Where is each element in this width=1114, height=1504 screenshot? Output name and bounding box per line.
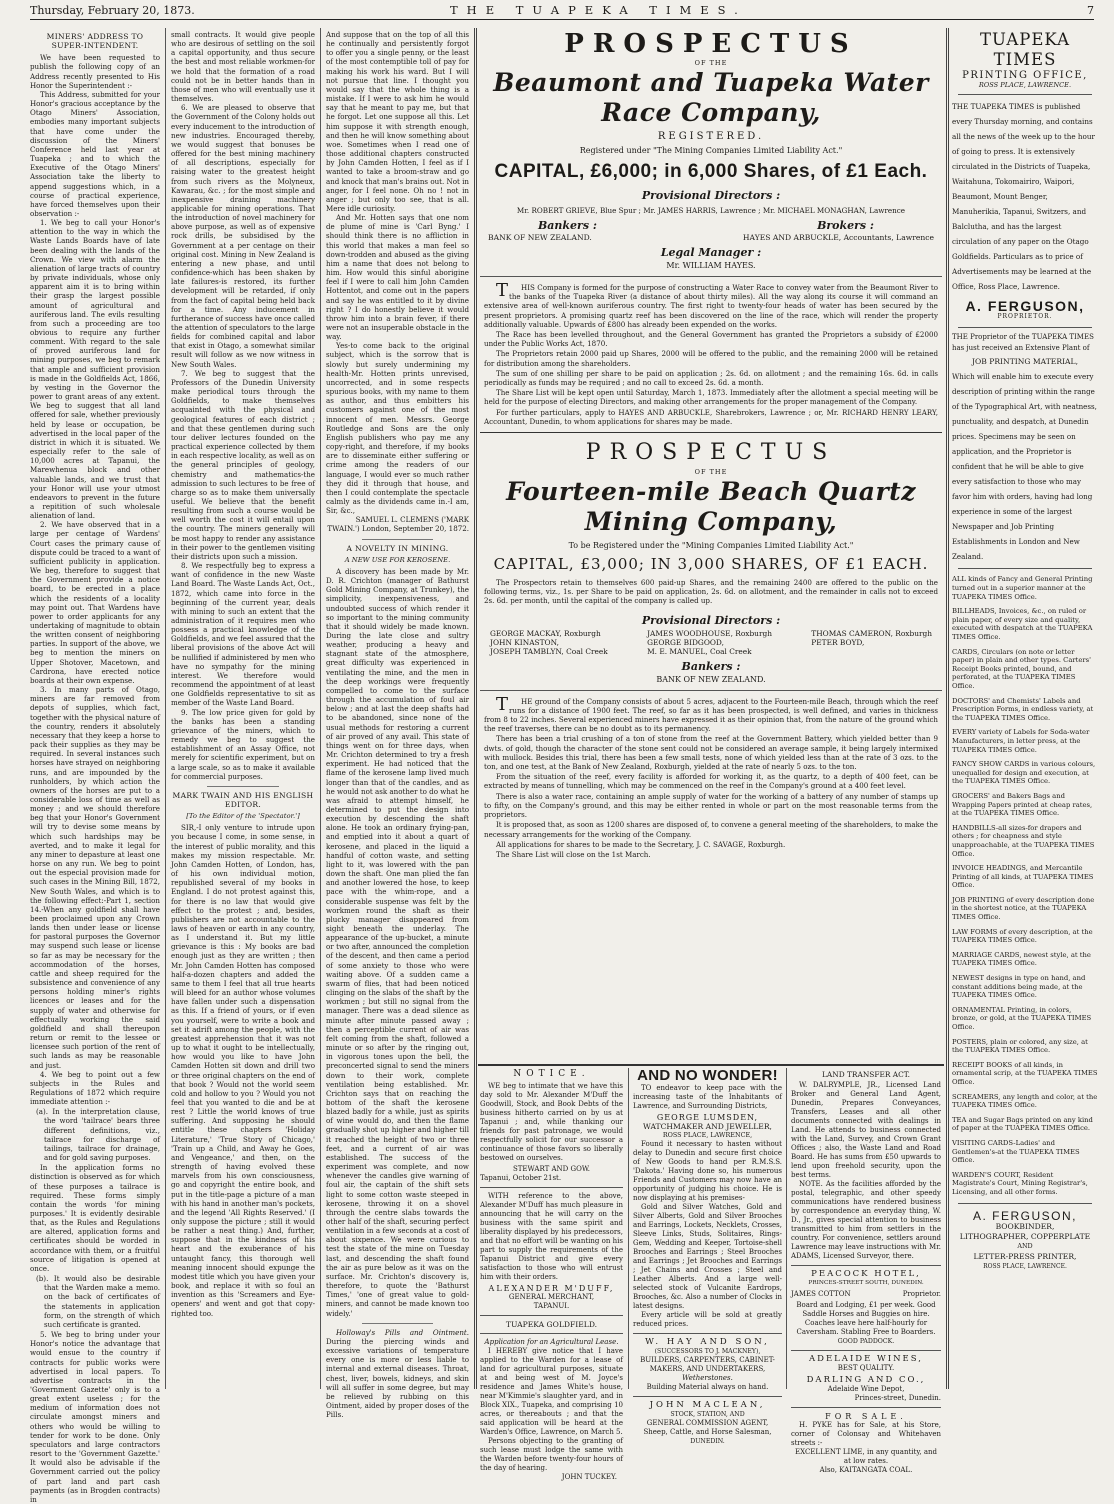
printing-title: TUAPEKA TIMES	[979, 30, 1071, 69]
service-item: EVERY variety of Labels for Soda-water Manufacturers, in letter press, at the TUAPEKA TIMES Office.	[952, 728, 1090, 754]
paragraph: 7. We beg to suggest that the Professors of the Dunedin University make periodical tours through the Goldfields, to make themselves acquainted with the physical and geological features of each district ; and that these gentlemen during such tour deliver lectures founded on the practical experience collected by them in each respective locality, as well as on the general principles of geology, chemistry and mathematics-the admission to such lectures to be free of charge so as to make them universally useful. We believe that the benefit resulting from such a course would be well worth the cost it will entail upon the country. The miners generally will be most happy to render any assistance in their power to the gentlemen visiting their districts upon such a mission.	[171, 368, 315, 561]
paragraph: Which will enable him to execute every description of printing within the range of the Typographical Art, with neatness, punctuality, and despatch, at Dunedin prices. Specimens may be seen on application, and the Proprietor is confident that he will be able to give every satisfaction to those who may favor him with orders, having had long experience in some of the largest Newspaper and Job Printing Establishments in London and New Zealand.	[952, 372, 1097, 562]
paragraph: WITH reference to the above, Alexander M'Duff has much pleasure in announcing that he will carry on the business with the same spirit and liberality displayed by his predecessors, and that no effort will be wanting on his part to supply the requirements of the Tapanui District and give every satisfaction to those who will entrust him with their orders.	[480, 1192, 623, 1281]
brokers-label: Brokers :	[817, 219, 874, 232]
holloway-text: During the piercing winds and excessive variations of temperature every one is more or less liable to internal and external diseases. Throat, chest, liver, bowels, kidneys, and skin will all suffer in some degree, but may be relieved by rubbing on this Ointment, aided by proper doses of the Pills.	[326, 1336, 469, 1420]
paragraph: We have been requested to publish the following copy of an Address recently presented to His Honor the Superintendent :-	[30, 53, 160, 90]
section-heading: TUAPEKA GOLDFIELD.	[505, 1320, 598, 1329]
paragraph: 8. We respectfully beg to express a want of confidence in the new Waste Land Board. The Waste Lands Act, Oct., 1872, which came into force in the beginning of the current year, deals with mining to such an extent that the administration of it requires men who possess a practical knowledge of the Goldfields, and we feel assured that the liberal provisions of the above Act will be nullified if administered by men who have no sympathy for the mining interest. We therefore would recommend the appointment of at least one Goldfields representative to sit as member of the Waste Land Board.	[171, 561, 315, 708]
article-heading: A NOVELTY IN MINING.	[346, 543, 449, 553]
directors-col	[647, 629, 772, 656]
prospectus-title: PROSPECTUS	[564, 29, 858, 59]
service-item: CARDS, Circulars (on note or letter paper) in plain and other types. Carters' Receipt Books printed, bound, and perforated, at the TUAPEKA TIMES Office.	[952, 647, 1092, 690]
lithographer-role: LITHOGRAPHER, COPPERPLATE	[959, 1231, 1091, 1241]
proprietor-line	[791, 1290, 941, 1299]
advertiser: STEWART AND GOW.	[512, 1165, 591, 1173]
paragraph: SIR,-I only venture to intrude upon you because I come, in some sense, in the interest of public morality, and this makes my mission respectable. Mr. John Camden Hotten, of London, has, of his own individual motion, republished several of my books in England. I do not protest against this, for there is no law that would give effect to the protest ; and, besides, publishers are not accountable to the laws of heaven or earth in any country, as I understand it. But my little grievance is this : My books are bad enough just as they are written ; then Mr. John Camden Hotten has composed half-a-dozen chapters and added the same to them I feel that all true hearts will bleed for an author whose volumes have fallen under such a dispensation as this. If a friend of yours, or if even you yourself, were to write a book and set it adrift among the people, with the greatest apprehension that it was not up to what it ought to be intellectually, how would you like to have John Camden Hotten sit down and drill two or three original chapters on the end of that book ? Would not the world seem cold and hollow to you ? Would you not feel that you wanted to die and be at rest ? Little the world knows of true suffering. And supposing he should entitle these chapters 'Holiday Literature,' 'True Story of Chicago,' 'Train up a Child, and Away he Goes, and Vengeance,' and then, on the strength of having evolved these marvels from his own consciousness, go and copyright the entire book, and put in the title-page a picture of a man with his hand in another man's pockets, and the legend 'All Rights Reserved.' (I only suppose the picture ; still it would be rather a neat thing.) And, further, suppose that in the kindness of his heart and the exuberance of his untaught fancy, this thorough well meaning innocent should expunge the modest title which you have given your book, and replace it with so foul an invention as this 'Screamers and Eye-openers' and went and got that copy-righted too.	[171, 823, 315, 1318]
paragraph: THE Proprietor of the TUAPEKA TIMES has just received an Extensive Plant of	[952, 333, 1094, 353]
divider	[362, 1323, 434, 1324]
service-item: JOB PRINTING of every description done in the shortest notice, at the TUAPEKA TIMES Office.	[952, 895, 1095, 922]
paragraph: THE TUAPEKA TIMES is published every Thursday morning, and contains all the news of the week up to the hour of going to press. It is extensively circulated in the Districts of Tuapeka, Waitahuna, Tokomairiro, Waipori, Beaumont, Mount Benger, Manuherikia, Tapanui, Switzers, and Balclutha, and has the largest circulation of any paper on the Otago Goldfields. Particulars as to price of Advertisements may be learned at the Office, Ross Place, Lawrence.	[952, 102, 1095, 292]
bankers-label: Bankers :	[681, 659, 741, 673]
service-item: GROCERS' and Bakers Bags and Wrapping Papers printed at cheap rates, at the TUAPEKA TIMES Office.	[952, 791, 1093, 818]
advertiser: W. HAY AND SON,	[645, 1337, 770, 1347]
paragraph: The Share List will close on the 1st March.	[496, 849, 651, 859]
paragraph: The sum of one shilling per share to be paid on application ; 2s. 6d. on allotment ; and the remaining 16s. 6d. in calls periodically as funds may be required ; and no call to exceed 2s. 6d. a month.	[484, 368, 938, 388]
divider	[362, 539, 434, 540]
proprietor-label: PROPRIETOR.	[997, 313, 1053, 321]
paragraph: Also, KAITANGATA COAL.	[819, 1466, 913, 1474]
masthead	[30, 0, 1094, 20]
paragraph: The Proprietors retain 2000 paid up Shares, 2000 will be offered to the public, and the remaining 2000 will be retained for distribution among the shareholders.	[484, 349, 938, 368]
section-heading: LAND TRANSFER ACT.	[822, 1070, 910, 1079]
director: PETER BOYD,	[811, 637, 865, 647]
brokers: HAYES AND ARBUCKLE, Accountants, Lawrence	[742, 233, 934, 242]
issue-date: Thursday, February 20, 1873.	[30, 4, 195, 17]
paragraph: small contracts. It would give people who are desirous of settling on the soil a capital opportunity, and thus secure the best and most reliable workmen-for we hold that the formation of a road could not be in better hands than in those of men who will eventually use it themselves.	[171, 30, 315, 104]
divider	[958, 327, 1092, 328]
service-item: HANDBILLS-all sizes-for drapers and others ; for cheapness and style unapproachable, at the TUAPEKA TIMES Office.	[952, 823, 1095, 858]
capital-line: CAPITAL, £3,000; IN 3,000 SHARES, OF £1 EACH.	[493, 555, 929, 574]
paragraph: THE ground of the Company consists of about 5 acres, adjacent to the Fourteen-mile Beach, through which the reef runs for a distance of 1900 feet. The reef, so far as it has been prospected, is well defined, and varies in thickness from 8 to 22 inches. Several experienced miners have expressed it as their opinion that, from the nature of the ground which the reef traverses, there can be no doubt as to its permanency.	[484, 693, 938, 734]
manager-label: Legal Manager :	[660, 246, 762, 259]
column-rule	[474, 28, 477, 1389]
director: JOSEPH TAMBLYN, Coal Creek	[490, 646, 608, 656]
paragraph: WE beg to intimate that we have this day sold to Mr. Alexander M'Duff the Goodwill, Stock, and Book Debts of the business hitherto carried on by us at Tapanui ; and, while thanking our friends for past patronage, we would respectfully solicit for our successor a continuance of those favors so liberally bestowed on ourselves.	[480, 1082, 623, 1162]
paragraph: For further particulars, apply to HAYES AND ARBUCKLE, Sharebrokers, Lawrence ; or, Mr. RICHARD HENRY LEARY, Accountant, Dunedin, to whom applications for shares may be made.	[484, 407, 938, 426]
advertiser-sub: STOCK, STATION, AND	[670, 1411, 745, 1418]
wines-heading: ADELAIDE WINES,	[809, 1354, 923, 1364]
divider	[633, 1333, 782, 1334]
article-subheading: [To the Editor of the 'Spectator.']	[186, 812, 300, 821]
registration-line: To be Registered under the "Mining Companies Limited Liability Act."	[568, 541, 854, 551]
signature: SAMUEL L. CLEMENS ('MARK TWAIN.') London, September 20, 1872.	[327, 515, 469, 534]
divider	[480, 1333, 623, 1334]
job-printing-heading: JOB PRINTING MATERIAL,	[971, 357, 1079, 367]
advertiser-street: Princes-street, Dunedin.	[854, 1394, 941, 1402]
service-item: VISITING CARDS-Ladies' and Gentlemen's-at the TUAPEKA TIMES Office.	[952, 1138, 1080, 1165]
paragraph: TO endeavor to keep pace with the increasing taste of the Inhabitants of Lawrence, and Surrounding Districts,	[633, 1084, 782, 1110]
service-item: ORNAMENTAL Printing, in colors, bronze, or gold, at the TUAPEKA TIMES Office.	[952, 1005, 1092, 1031]
notice-heading: NOTICE.	[513, 1069, 590, 1079]
paragraph: H. PYKE has for Sale, at his Store, corner of Colonsay and Whitehaven streets :-	[791, 1421, 941, 1447]
divider	[958, 94, 1092, 95]
advertiser-role: GENERAL COMMISSION AGENT,	[646, 1419, 769, 1427]
column-rule	[786, 1068, 787, 1389]
service-item: LAW FORMS of every description, at the TUAPEKA TIMES Office.	[952, 927, 1093, 945]
paragraph: Gold and Silver Watches, Gold and Silver Alberts, Gold and Silver Brooches and Earrings, Lockets, Necklets, Crosses, Sleeve Links, Studs, Solitaires, Rings-Gem, Wedding and Keeper, Tortoise-shell Brooches and Earrings ; Steel Brooches and Earrings ; Jet Brooches and Earrings ; Jet Chains and Crosses ; Steel and Leather Alberts. And a large well-selected stock of Vulcanite Eardrops, Brooches, &c. Also a number of Clocks in latest designs.	[633, 1203, 782, 1310]
of-the-label: OF THE	[694, 468, 728, 477]
registration-line: Registered under "The Mining Companies Limited Liability Act."	[579, 146, 843, 155]
company-name: Beaumont and Tuapeka Water Race Company,	[493, 68, 929, 127]
service-item: DOCTORS' and Chemists' Labels and Prescription Forms, in endless variety, at the TUAPEKA TIMES Office.	[952, 696, 1094, 722]
prospectus-title: PROSPECTUS	[585, 440, 837, 466]
paragraph: EXCELLENT LIME, in any quantity, and at low rates.	[794, 1448, 937, 1465]
advertiser-place: TAPANUI.	[533, 1302, 570, 1310]
service-item: FANCY SHOW CARDS in various colours, unequalled for design and execution, at the TUAPEKA TIMES Office.	[952, 760, 1096, 786]
divider	[207, 786, 279, 787]
ad-column-lumsden	[633, 1067, 782, 1445]
paragraph: NOTE. As the facilities afforded by the postal, telegraphic, and other speedy communications have rendered business by correspondence an everyday thing, W. D., Jr., gives special attention to business transmitted to him from settlers in the country. For convenience, settlers around Lawrence may leave instructions with Mr. ADAMS, Licensed Surveyor, there.	[791, 1180, 941, 1260]
paragraph: 4. We beg to point out a few subjects in the Rules and Regulations of 1872 which require immediate attention :-	[30, 1069, 160, 1107]
divider	[633, 1396, 782, 1397]
printing-services	[952, 575, 1098, 1196]
printing-sub: PRINTING OFFICE,	[962, 70, 1088, 81]
divider	[480, 276, 942, 277]
directors-grid	[490, 629, 932, 656]
paragraph: The Share List will be kept open until Saturday, March 1, 1873. Immediately after the allotment a special meeting will be held for the purpose of electing Directors, and making other arrangements for the proper management of the Company.	[484, 388, 938, 407]
paragraph: Building Material always on hand.	[646, 1383, 769, 1391]
divider	[791, 1350, 941, 1351]
company-name: Fourteen-mile Beach Quartz Mining Company,	[506, 477, 916, 537]
paragraph: Yes-to come back to the original subject, which is the sorrow that is slowly but surely undermining my health-Mr. Hotten prints unrevised, uncorrected, and in some respects spurious books, with my name to them as author, and thus embitters his customers against one of the most innocent of men. Messrs. George Routledge and Sons are the only English publishers who pay me any copy-right, and therefore, if my books are to disseminate either suffering or crime among the readers of our language, I would ever so much rather they did it through that house, and then I could contemplate the spectacle calmly as the dividends came in.-I am, Sir, &c.,	[326, 341, 469, 516]
directors-label: Provisional Directors :	[641, 189, 781, 202]
service-item: BILLHEADS, Invoices, &c., on ruled or plain paper, of every size and quality, executed with despatch at the TUAPEKA TIMES Office.	[952, 607, 1093, 642]
directors-label: Provisional Directors :	[641, 613, 781, 627]
ad-column-notices	[480, 1068, 623, 1481]
service-item: ALL kinds of Fancy and General Printing turned out in a superior manner at the TUAPEKA TIMES Office.	[952, 575, 1093, 601]
sale-heading: FOR SALE.	[825, 1412, 907, 1421]
paragraph: The Race has been levelled throughout, and the General Government has granted the Proprietors a subsidy of £2000 under the Public Works Act, 1870.	[484, 330, 938, 349]
director: JAMES WOODHOUSE, Roxburgh	[647, 628, 772, 638]
paragraph: The Prospectors retain to themselves 600 paid-up Shares, and the remaining 2400 are offered to the public on the following terms, viz., 1s. per Share to be paid on application, 2s. 6d. on allotment, and the remainder in calls not to exceed 2s. 6d. per month, until the capital of the company is called up.	[484, 578, 938, 606]
advertiser-place: Wetherstones.	[682, 1374, 733, 1382]
paragraph: And Mr. Hotten says that one nom de plume of mine is 'Carl Byng.' I should think there is no affliction in this world that makes a man feel so down-trodden and abused as the giving him a name that does not belong to him. How would this sinful aborigine feel if I were to call him John Camden Hottentot, and come out in the papers and say he was entitled to it by divine right ? I do honestly believe it would throw him into a brain fever, if there were not an insuperable obstacle in the way.	[326, 213, 469, 342]
capital-line: CAPITAL, £6,000; in 6,000 Shares, of £1 Each.	[494, 161, 928, 182]
divider	[958, 1203, 1092, 1204]
advertiser-place: DUNEDIN.	[690, 1438, 725, 1445]
paragraph: There has been a trial crushing of a ton of stone from the reef at the Government Battery, which yielded better than 9 dwts. of gold, though the character of the stone sent could not be considered an average sample, it being largely intermixed with mullock. Besides this trial, there has been a few small tests, none of which yielded less than at the rate of 3 ozs. to the ton, and one test, at the Bank of New Zealand, Roxburgh, yielded at the rate of nearly 5 ozs. to the ton.	[484, 734, 938, 772]
advertiser-role: WATCHMAKER AND JEWELLER,	[643, 1122, 772, 1131]
proprietor-name: A. FERGUSON,	[965, 298, 1085, 315]
registered-label: REGISTERED.	[657, 131, 765, 142]
director: GEORGE BIDGOOD,	[647, 637, 724, 647]
prospectus-body	[484, 280, 938, 426]
service-item: RECEIPT BOOKS of all kinds, in ornamental scrip, at the TUAPEKA TIMES Office.	[952, 1060, 1098, 1086]
paragraph: Found it necessary to hasten without delay to Dunedin and secure first choice of New Goods to hand per R.M.S.S. 'Dakota.' Having done so, his numerous Friends and Customers may now have an opportunity of judging his choice. He is now displaying at his premises-	[633, 1140, 782, 1202]
manager: Mr. WILLIAM HAYES.	[666, 261, 756, 270]
list-item: (b). It would also be desirable that the Warden make a memo. on the back of certificates of the statements in application form, on the strength of which such certificate is granted.	[36, 1274, 160, 1329]
director: M. E. MANUEL, Coal Creek	[647, 646, 752, 656]
divider	[791, 1265, 941, 1266]
prospectus-body	[484, 693, 938, 859]
divider	[478, 1064, 944, 1066]
director: THOMAS CAMERON, Roxburgh	[811, 628, 932, 638]
advertiser-role: GENERAL MERCHANT,	[508, 1293, 595, 1301]
paragraph: 6. We are pleased to observe that the Government of the Colony holds out every inducement to the introduction of new industries. Encouraged thereby, we would suggest that bonuses be offered for the best mining machinery of all descriptions, especially for raising water to the greatest height from such rivers as the Molyneux, Kawarau, &c. ; for the most simple and inexpensive draining machinery applicable for mining operations. That the introduction of novel machinery for above purpose, as well as of expensive rock drills, be subsidised by the Government at a per centage on their original cost. Mining in New Zealand is entering a new phase, and until confidence-which has been shaken by late failures-is restored, its further development will be retarded, if only from the fact of capital being held back for a time. Any inducement in furtherance of success have once called the attention of speculators to the large fields for combined capital and labor that exist in Otago, a somewhat similar result will follow as we now witness in New South Wales.	[171, 103, 315, 369]
proprietor-label: Proprietor.	[902, 1290, 941, 1298]
bookbinder-role: BOOKBINDER,	[995, 1221, 1055, 1231]
wines-sub: BEST QUALITY.	[837, 1364, 895, 1372]
column-rule	[320, 28, 321, 1389]
paragraph: It is proposed that, as soon as 1200 shares are disposed of, to convene a general meeting of the shareholders, to make the necessary arrangements for the working of the Company.	[484, 820, 938, 839]
advertiser: ALEXANDER M'DUFF,	[488, 1284, 615, 1293]
paragraph: A discovery has been made by Mr. D. R. Crichton (manager of Bathurst Gold Mining Company, at Trunkey), the simplicity, inexpensiveness, and undoubted success of which render it so important to the mining community that it should widely be made known. During the late close and sultry weather, producing a heavy and stagnant state of the atmosphere, great difficulty was experienced in ventilating the mine, and the men in the deep workings were frequently compelled to come to the surface through the accumulation of foul air below ; and at last the deep shafts had to be abandoned, since none of the usual methods for restoring a current of air proved of any avail. This state of things went on for three days, when Mr. Crichton determined to try a fresh experiment. He had noticed that the flame of the kerosene lamp lived much longer than that of the candles, and as he would not ask another to do what he was afraid to attempt himself, he determined to put the design into execution by descending the shaft alone. He took an ordinary frying-pan, and emptied into it about a quart of kerosene, and placed in the liquid a handful of cotton waste, and setting light to it, was lowered with the pan down the shaft. One man plied the fan and another lowered the hose, to keep pace with the whim-rope, and a considerable suspense was felt by the workmen round the shaft as their plucky manager disappeared from sight beneath the underlay. The appearance of the up-bucket, a minute or two after, announced the completion of the descent, and then came a period of some anxiety to those who were waiting above. Of a sudden came a swarm of flies, that had been noticed clinging on the slabs of the shaft by the workmen ; but still no signal from the manager. There was a dead silence as minute after minute passed away ; then a perceptible current of air was felt coming from the shaft, followed a minute or so after by the ringing out, in vigorous tones upon the bell, the preconcerted signal to send the miners down to their work, complete ventilation being established. Mr. Crichton says that on reaching the bottom of the shaft the kerosene blazed badly for a while, just as spirits of wine would do, and then the flame gradually shot up higher and higher till it reached the height of two or three feet, and a current of air was established. The success of the experiment was complete, and now whenever the candles give warning of foul air, the captain of the shift sets light to some cotton waste steeped in kerosene, throwing it on a shovel through the centre slabs towards the other half of the shaft, securing perfect ventilation in a few seconds at a cost of about sixpence. We were curious to test the state of the mine on Tuesday last, and descending the shaft found the air as pure below as it was on the surface. Mr. Crichton's discovery is, therefore, to quote the 'Bathurst Times,' 'one of great value to gold-miners, and cannot be made known too widely.'	[326, 566, 469, 1318]
paragraph: 9. The low price given for gold by the banks has been a standing grievance of the miners, which to remedy we beg to suggest the establishment of an Assay Office, not merely for scientific experiment, but on a large scale, so as to make it available for commercial purposes.	[171, 707, 315, 781]
column-two	[171, 30, 315, 1390]
prospectus-intro	[484, 578, 938, 606]
list-item: (a). In the interpretation clause, the word 'tailrace' bears three different definitions, viz., tailrace for discharge of tailings, tailrace for drainage, and for gold saving purposes.	[36, 1107, 160, 1163]
service-item: WARDEN'S COURT, Resident Magistrate's Court, Mining Registrar's, Licensing, and all other forms.	[952, 1170, 1088, 1196]
paragraph: Board and Lodging, £1 per week. Good Saddle Horses and Buggies on hire. Coaches leave here half-hourly for Caversham. Stabling Free to Boarders.	[796, 1301, 936, 1336]
article-subheading: A NEW USE FOR KEROSENE.	[344, 555, 451, 564]
prospectus-area	[480, 30, 942, 860]
paragraph: I HEREBY give notice that I have applied to the Warden for a lease of land for agricultural purposes, situate at and being west of M. Joyce's residence and James White's house, near M'Kimmie's slaughter yard, and in Block XIX., Tuapeka, and comprising 10 acres, or thereabouts ; and that the said application will be heard at the Warden's Office, Lawrence, on March 5.	[480, 1347, 623, 1436]
paragraph: All applications for shares to be made to the Secretary, J. C. SAVAGE, Roxburgh.	[496, 839, 786, 849]
service-item: POSTERS, plain or colored, any size, at the TUAPEKA TIMES Office.	[952, 1037, 1088, 1055]
advertiser-address: ROSS PLACE, LAWRENCE,	[662, 1131, 753, 1139]
column-miners-address	[30, 30, 160, 1504]
page-number: 7	[1087, 4, 1094, 17]
ad-column-land	[791, 1068, 941, 1474]
paragraph	[326, 1328, 469, 1420]
paragraph: Persons objecting to the granting of such lease must lodge the same with the Warden before twenty-four hours of the day of hearing.	[480, 1437, 623, 1472]
bankers-brokers-labels	[488, 219, 934, 232]
bankers: BANK OF NEW ZEALAND.	[488, 233, 592, 242]
paragraph: THIS Company is formed for the purpose of constructing a Water Race to convey water from the Beaumont River to the banks of the Tuapeka River (a distance of about thirty miles). All the way along its course it will command an extensive area of well-known auriferous country. The first right to twenty-four heads of water has been secured by the present proprietors. A promising quartz reef has been discovered on the line of the race, which will render the property additionally valuable. Upwards of £800 has already been expended on the works.	[484, 280, 938, 329]
bankers-label: Bankers :	[538, 219, 597, 232]
column-three	[326, 30, 469, 1420]
section-subheading: Application for an Agricultural Lease.	[484, 1338, 619, 1346]
hotel-address: PRINCES-STREET SOUTH, DUNEDIN.	[808, 1280, 924, 1286]
advertiser-sub: (SUCCESSORS TO J. MACKNEY),	[654, 1348, 761, 1355]
proprietor-name: JAMES COTTON	[791, 1290, 851, 1298]
bookbinder-name: A. FERGUSON,	[972, 1208, 1077, 1223]
signature: JOHN TUCKEY.	[561, 1473, 617, 1481]
right-column-printing-office	[952, 30, 1098, 1392]
divider	[791, 1407, 941, 1408]
advertiser: JOHN MACLEAN,	[649, 1400, 766, 1410]
advertiser: DARLING AND CO.,	[806, 1375, 926, 1385]
paragraph: There is also a water race, containing an ample supply of water for the working of a battery of any number of stamps up to fifty, on the Company's ground, and this may be either rented in whole or part on the most reasonable terms from the proprietors.	[484, 791, 938, 820]
printer-role: LETTER-PRESS PRINTER,	[973, 1251, 1077, 1261]
bankers: BANK OF NEW ZEALAND.	[656, 674, 766, 684]
directors-col	[490, 629, 608, 656]
printing-address: ROSS PLACE, LAWRENCE.	[978, 81, 1072, 90]
column-rule	[628, 1068, 629, 1389]
director: JOHN KINASTON,	[490, 637, 559, 647]
paragraph: In the application forms no distinction is observed as for which of these purposes a tailrace is required. These forms simply contain the words 'for mining purposes.' It is evidently desirable that, as the Rules and Regulations are altered, application forms and certificates should be worded in accordance with them, or a fruitful source of litigation is opened at once.	[30, 1163, 160, 1273]
paragraph: 2. We have observed that in a large per centage of Wardens' Court cases the primary cause of dispute could be traced to a want of sufficient publicity in application. We beg, therefore to suggest that the Government provide a notice board, to be erected in a place which the residents of a locality may point out. That Wardens have power to order applicants for any undertaking of magnitude to obtain the written consent of neighboring parties. In support of the above, we beg to mention the miners on Upper Shotover, Macetown, and Cardrona, have erected notice boards at their own expense.	[30, 520, 160, 685]
service-item: TEA and Sugar Bags printed on any kind of paper at the TUAPEKA TIMES Office.	[952, 1115, 1093, 1133]
paddock-label: GOOD PADDOCK.	[837, 1338, 895, 1345]
paragraph: This Address, submitted for your Honor's gracious acceptance by the Otago Miners' Association, embodies many important subjects that have come under the discussion of the Miners' Conference held last year at Tuapeka ; and to which the Executive of the Otago Miners' Association take the liberty to append suggestions which, in a course of practical experience, have forced themselves upon their observation :-	[30, 89, 160, 218]
column-rule	[165, 28, 166, 1389]
advertiser-place: Adelaide Wine Depot,	[827, 1385, 905, 1393]
service-item: SCREAMERS, any length and color, at the TUAPEKA TIMES Office.	[952, 1092, 1098, 1110]
article-heading: MINERS' ADDRESS TO SUPER-INTENDENT.	[46, 32, 144, 51]
paragraph: 5. We beg to bring under your Honor's notice the advantage that would ensue to the country if contracts for public works were advertised in local papers. To advertise contracts in the 'Government Gazette' only is to a great extent useless ; for the medium of information does not circulate amongst miners and others who would be willing to tender for work to be done. Only speculators and large contractors resort to the 'Government Gazette.' It would also be advisable if the Government carried out the policy of part land and part cash payments (as in Brogden contracts) in	[30, 1330, 160, 1504]
advertiser: GEORGE LUMSDEN,	[656, 1113, 759, 1122]
of-the-label: OF THE	[694, 59, 728, 67]
paragraph: Sheep, Cattle, and Horse Salesman,	[643, 1428, 772, 1436]
service-item: NEWEST designs in type on hand, and constant additions being made, at the TUAPEKA TIMES Office.	[952, 974, 1086, 1000]
directors-list: Mr. ROBERT GRIEVE, Blue Spur ; Mr. JAMES HARRIS, Lawrence ; Mr. MICHAEL MONAGHAN, Lawrence	[516, 206, 906, 215]
column-rule	[946, 28, 949, 1389]
ad-headline: AND NO WONDER!	[637, 1067, 778, 1084]
and-label: AND	[1017, 1241, 1033, 1250]
paragraph: 1. We beg to call your Honor's attention to the way in which the Waste Lands Boards have of late been dealing with the lands of the Crown. We view with alarm the alienation of large tracts of country by private individuals, whose only apparent aim it is to bring within their grasp the largest possible amount of agricultural and auriferous land. The evils resulting from such a proceeding are too obvious to require any further comment. With regard to the sale of proved auriferous land for mining purposes, we beg to remark that ample and sufficient provision is made in the Goldfields Act, 1866, by vesting in the Governor the power to grant areas of any extent. We beg to suggest that all land offered for sale, whether previously held by lease or occupation, be advertised in the local paper of the district in which it is situated. We especially refer to the sale of 10,000 acres at Tapanui, the Marewhenua block and other valuable lands, and we trust that your Honor will use your utmost endeavors to prevent in the future a repitition of such wholesale alienation of land.	[30, 218, 160, 521]
paragraph: And suppose that on the top of all this he continually and persistently forgot to offer you a single penny, or the least of the most contemptible toll of pay for making his work his ward. But I will not pursue that line. I thought you would say that the whole thing is a mistake. If I were to ask him he would say that he meant to pay me, but that he forgot. Let one suppose all this. Let him suppose it with strength enough, and then he will know something about woe. Sometimes when I read one of those additional chapters constructed by John Camden Hotten, I feel as if I wanted to take a broom-straw and go and knock that man's brains out. Not in anger, for I feel none. Oh no ! not in anger ; but only too see, that is all. Mere idle curiosity.	[326, 30, 469, 213]
bookbinder-address: ROSS PLACE, LAWRENCE.	[983, 1262, 1067, 1270]
holloway-title: Holloway's Pills and Ointment.	[336, 1327, 469, 1337]
paragraph: W. DALRYMPLE, JR., Licensed Land Broker and General Land Agent, Dunedin, Prepares Conveyances, Transfers, Leases and all other documents connected with dealings in Land. He attends to business connected with the Land, Survey, and Crown Grant Offices ; also, the Waste Land and Road Board. He has sums from £50 upwards to lend upon freehold security, upon the best terms.	[791, 1081, 941, 1179]
paragraph: Every article will be sold at greatly reduced prices.	[633, 1311, 782, 1328]
divider	[958, 568, 1092, 569]
divider	[480, 690, 942, 691]
dateline: Tapanui, October 21st.	[480, 1174, 562, 1182]
divider	[480, 1187, 623, 1188]
directors-col	[811, 629, 932, 656]
advertiser-role: BUILDERS, CARPENTERS, CABINET-MAKERS, AND UNDERTAKERS,	[640, 1356, 775, 1373]
paragraph: 3. In many parts of Otago, miners are far removed from depots of supplies, which fact, together with the physical nature of the country, renders it absolutely necessary that they keep a horse to pack their supplies as they may be required. In several instances such horses have strayed on neighboring runs, and are impounded by the runholders, by which action the owners of the horses are put to a considerable loss of time as well as money ; and we should therefore beg that your Honor's Government will try to devise some means by which such hardships may be averted, and to make it legal for any miner to depasture at least one horse on any run. We beg to point out the especial provision made for such cases in the Mining Bill, 1872, New South Wales, and which is to the following effect:-Part 1, section 14.-When any goldfield shall have been proclaimed upon any Crown lands then under lease or license for pastoral purposes the Governor may suspend such lease or license so far as may be necessary for the accommodation of the horses, cattle and sheep required for the subsistence and convenience of any persons holding miner's rights licences or leases and for the supply of water and otherwise for effectually working the said goldfield and shall thereupon return or remit to the lessee or licensee such portion of the rent of such lands as may be reasonable and just.	[30, 685, 160, 1070]
divider	[480, 432, 942, 433]
bankers-brokers	[488, 233, 934, 242]
paper-title: THE TUAPEKA TIMES.	[450, 3, 747, 17]
hotel-name: PEACOCK HOTEL,	[811, 1269, 921, 1279]
service-item: INVOICE HEADINGS, and Mercantile Printing of all kinds, at TUAPEKA TIMES Office.	[952, 864, 1094, 890]
divider	[480, 1315, 623, 1316]
article-heading: MARK TWAIN AND HIS ENGLISH EDITOR.	[172, 790, 314, 809]
paragraph: From the situation of the reef, every facility is afforded for working it, as the quartz, to a depth of 400 feet, can be extracted by means of tunnelling, which may be commenced on the reef in the Company's ground at a 400 feet level.	[484, 772, 938, 791]
service-item: MARRIAGE CARDS, newest style, at the TUAPEKA TIMES Office.	[952, 950, 1091, 968]
director: GEORGE MACKAY, Roxburgh	[490, 628, 601, 638]
